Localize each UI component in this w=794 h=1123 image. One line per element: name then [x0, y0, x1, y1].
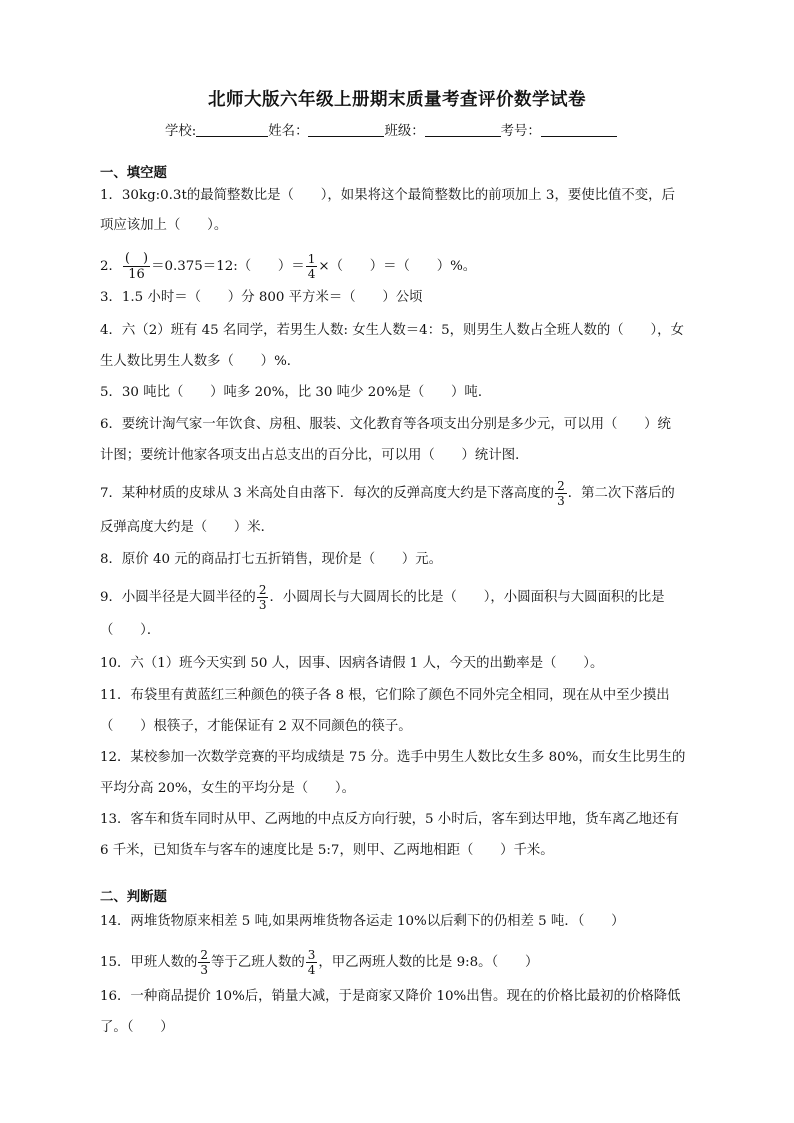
question-15-text-before: 15．甲班人数的 — [100, 955, 198, 970]
question-2-end: ×（ ）＝（ ）%。 — [318, 259, 477, 274]
fraction-denominator: 3 — [200, 963, 209, 977]
question-1-line-1: 1．30kg:0.3t的最简整数比是（ ），如果将这个最简整数比的前项加上 3，要使比值不变，后 — [100, 188, 675, 203]
fraction-denominator: 4 — [307, 963, 316, 977]
question-15-line-1 — [100, 949, 700, 976]
question-4-line-2: 生人数比男生人数多（ ）%． — [100, 354, 301, 369]
name-blank — [308, 123, 384, 137]
question-9-line-1 — [100, 584, 700, 611]
question-6-line-2: 计图；要统计他家各项支出占总支出的百分比，可以用（ ）统计图． — [100, 448, 529, 463]
question-9-fraction — [257, 584, 269, 611]
question-14-line-1: 14．两堆货物原来相差 5 吨,如果两堆货物各运走 10%以后剩下的仍相差 5 吨．（ ） — [100, 914, 625, 929]
question-1-line-2: 项应该加上（ ）。 — [100, 218, 228, 233]
question-2 — [100, 252, 700, 281]
fraction-numerator: 2 — [258, 583, 267, 597]
question-7-fraction — [555, 480, 567, 507]
question-12-line-1: 12．某校参加一次数学竞赛的平均成绩是 75 分。选手中男生人数比女生多 80%，而女生比男生的 — [100, 750, 686, 765]
id-label: 考号： — [500, 124, 541, 139]
question-13-line-2: 6 千米，已知货车与客车的速度比是 5:7，则甲、乙两地相距（ ）千米。 — [100, 843, 554, 858]
question-15-fraction-1 — [198, 949, 210, 976]
question-13-line-1: 13．客车和货车同时从甲、乙两地的中点反方向行驶，5 小时后，客车到达甲地，货车离乙地还有 — [100, 812, 679, 827]
page-title: 北师大版六年级上册期末质量考查评价数学试卷 — [208, 90, 586, 110]
question-15-fraction-2 — [306, 949, 318, 976]
question-2-fraction-2 — [306, 253, 318, 280]
fraction-denominator: 16 — [128, 267, 145, 282]
id-blank — [541, 123, 617, 137]
question-2-middle: ＝0.375＝12:（ ）＝ — [151, 259, 305, 274]
fraction-numerator: ( ) — [124, 251, 149, 266]
question-11-line-2: （ ）根筷子，才能保证有 2 双不同颜色的筷子。 — [100, 719, 412, 734]
school-blank — [196, 123, 268, 137]
question-15-text-middle: 等于乙班人数的 — [211, 955, 305, 970]
class-blank — [425, 123, 501, 137]
section-heading-true-false: 二、判断题 — [100, 890, 167, 905]
fraction-denominator: 4 — [307, 267, 316, 281]
fraction-denominator: 3 — [258, 598, 267, 612]
student-info-row — [165, 120, 617, 139]
question-10-line-1: 10．六（1）班今天实到 50 人，因事、因病各请假 1 人，今天的出勤率是（ ）。 — [100, 656, 604, 671]
question-16-line-2: 了。（ ） — [100, 1020, 174, 1035]
question-6-line-1: 6．要统计淘气家一年饮食、房租、服装、文化教育等各项支出分别是多少元，可以用（ ）统 — [100, 417, 671, 432]
question-12-line-2: 平均分高 20%，女生的平均分是（ ）。 — [100, 781, 355, 796]
fraction-numerator: 2 — [557, 479, 565, 493]
question-7-text-before: 7．某种材质的皮球从 3 米高处自由落下．每次的反弹高度大约是下落高度的 — [100, 486, 555, 501]
question-3-line-1: 3．1.5 小时＝（ ）分 800 平方米＝（ ）公顷 — [100, 290, 423, 305]
question-16-line-1: 16．一种商品提价 10%后，销量大减，于是商家又降价 10%出售。现在的价格比最初的价格降低 — [100, 989, 681, 1004]
fraction-denominator: 3 — [557, 494, 565, 508]
fraction-numerator: 2 — [200, 948, 209, 962]
question-7-line-1 — [100, 480, 700, 507]
school-label: 学校: — [165, 124, 197, 139]
question-8-line-1: 8．原价 40 元的商品打七五折销售，现价是（ ）元。 — [100, 552, 443, 567]
question-9-text-before: 9．小圆半径是大圆半径的 — [100, 590, 256, 605]
question-5-line-1: 5．30 吨比（ ）吨多 20%，比 30 吨少 20%是（ ）吨． — [100, 385, 492, 400]
question-11-line-1: 11．布袋里有黄蓝红三种颜色的筷子各 8 根，它们除了颜色不同外完全相同，现在从中至少摸出 — [100, 688, 670, 703]
section-heading-fill-blank: 一、填空题 — [100, 166, 167, 181]
question-4-line-1: 4．六（2）班有 45 名同学，若男生人数: 女生人数＝4：5，则男生人数占全班人数的（ ），女 — [100, 323, 684, 338]
name-label: 姓名： — [268, 124, 309, 139]
question-15-text-after: ，甲乙两班人数的比是 9:8。（ ） — [318, 955, 539, 970]
question-9-text-after: ．小圆周长与大圆周长的比是（ ），小圆面积与大圆面积的比是 — [269, 590, 665, 605]
question-7-text-after: ．第二次下落后的 — [567, 486, 675, 501]
question-7-line-2: 反弹高度大约是（ ）米． — [100, 520, 275, 535]
fraction-numerator: 3 — [307, 948, 316, 962]
fraction-numerator: 1 — [307, 252, 316, 266]
question-2-number: 2． — [100, 259, 122, 274]
question-9-line-2: （ ）． — [100, 623, 161, 638]
question-2-fraction-1 — [123, 252, 150, 281]
class-label: 班级： — [384, 124, 425, 139]
